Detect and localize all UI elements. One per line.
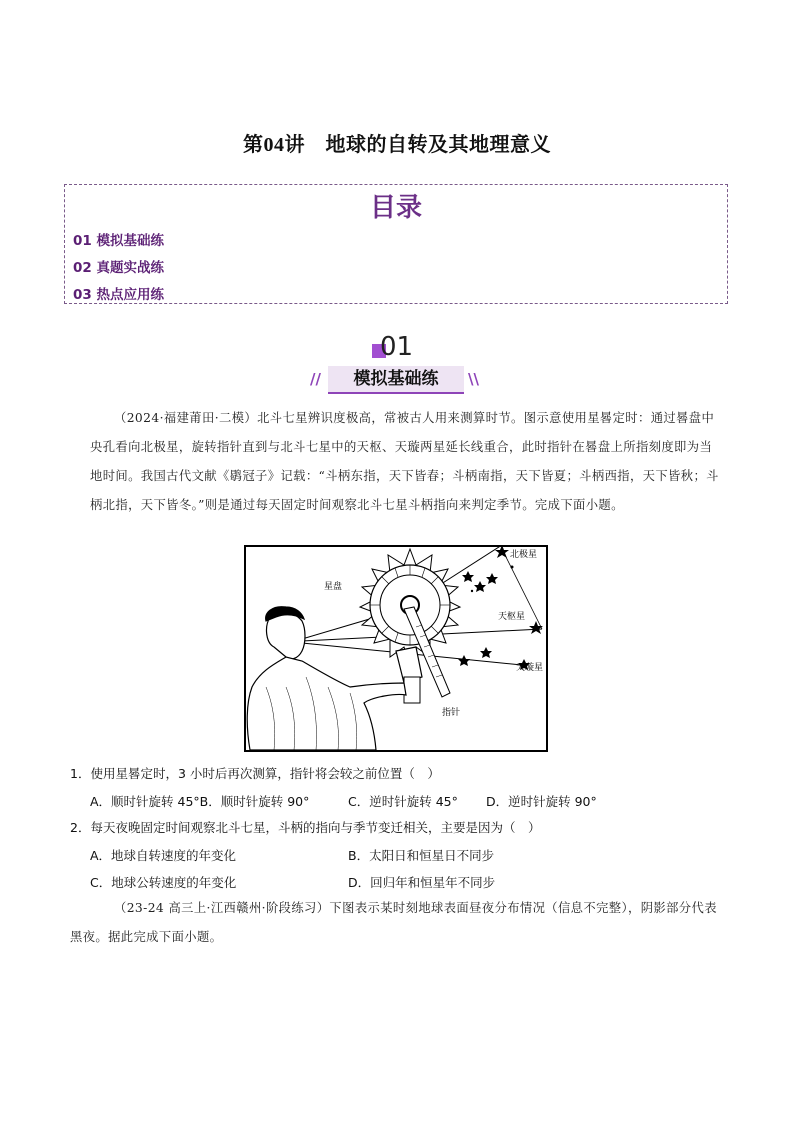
title-number: 04	[263, 134, 285, 156]
question-1-option-d[interactable]: D．逆时针旋转 90°	[486, 794, 597, 809]
star-dial-figure	[244, 545, 548, 752]
question-2-option-c[interactable]: C．地球公转速度的年变化	[90, 875, 237, 890]
left-slash-decoration: //	[310, 370, 321, 388]
table-of-contents	[64, 184, 728, 304]
handle-grip	[404, 677, 420, 703]
title-text: 讲 地球的自转及其地理意义	[284, 132, 551, 156]
toc-heading: 目录	[369, 193, 422, 223]
label-dial: 星盘	[324, 582, 343, 592]
label-north-star: 北极星	[510, 550, 538, 560]
question-2-stem: 2．每天夜晚固定时间观察北斗七星，斗柄的指向与季节变迁相关，主要是因为（ ）	[70, 820, 541, 835]
intro-paragraph-2: （23-24 高三上·江西赣州·阶段练习）下图表示某时刻地球表面昼夜分布情况（信息不完整），阴影部分代表黑夜。据此完成下面小题。	[70, 901, 717, 944]
title-prefix: 第	[243, 132, 264, 156]
toc-item-basic[interactable]: 01 模拟基础练	[73, 233, 164, 249]
question-1-option-c[interactable]: C．逆时针旋转 45°	[348, 794, 458, 809]
question-2-option-d[interactable]: D．回归年和恒星年不同步	[348, 875, 496, 890]
intro-paragraph: （2024·福建莆田·二模）北斗七星辨识度极高，常被古人用来测算时节。图示意使用星晷定时：通过晷盘中央孔看向北极星，旋转指针直到与北斗七星中的天枢、天璇两星延长线重合，此时指针在晷盘上所指刻度即为当地时间。我国古代文献《鹖冠子》记载：“斗柄东指，天下皆春；斗柄南指，天下皆夏；斗柄西指，天下皆秋；斗柄北指，天下皆冬。”则是通过每天固定时间观察北斗七星斗柄指向来判定季节。完成下面小题。	[90, 411, 719, 512]
toc-item-hot[interactable]: 03 热点应用练	[73, 287, 164, 303]
question-1-stem: 1．使用星晷定时，3 小时后再次测算，指针将会较之前位置（ ）	[70, 766, 440, 781]
section-number-text: 01	[380, 332, 414, 362]
toc-item-real[interactable]: 02 真题实战练	[73, 260, 164, 276]
right-slash-decoration: \\	[468, 370, 479, 388]
label-tianshu: 天枢星	[498, 612, 526, 622]
question-2-option-a[interactable]: A．地球自转速度的年变化	[90, 848, 237, 863]
question-1-option-ab[interactable]: A．顺时针旋转 45°B．顺时针旋转 90°	[90, 794, 310, 809]
section-title	[306, 366, 486, 394]
label-tianxuan: 天璇星	[516, 663, 544, 673]
section-number	[370, 332, 430, 364]
question-2-option-b[interactable]: B．太阳日和恒星日不同步	[348, 848, 495, 863]
section-title-tab: 模拟基础练	[328, 366, 464, 394]
star-dial-illustration	[246, 547, 546, 750]
label-pointer: 指针	[442, 708, 461, 718]
page-title	[0, 128, 794, 157]
